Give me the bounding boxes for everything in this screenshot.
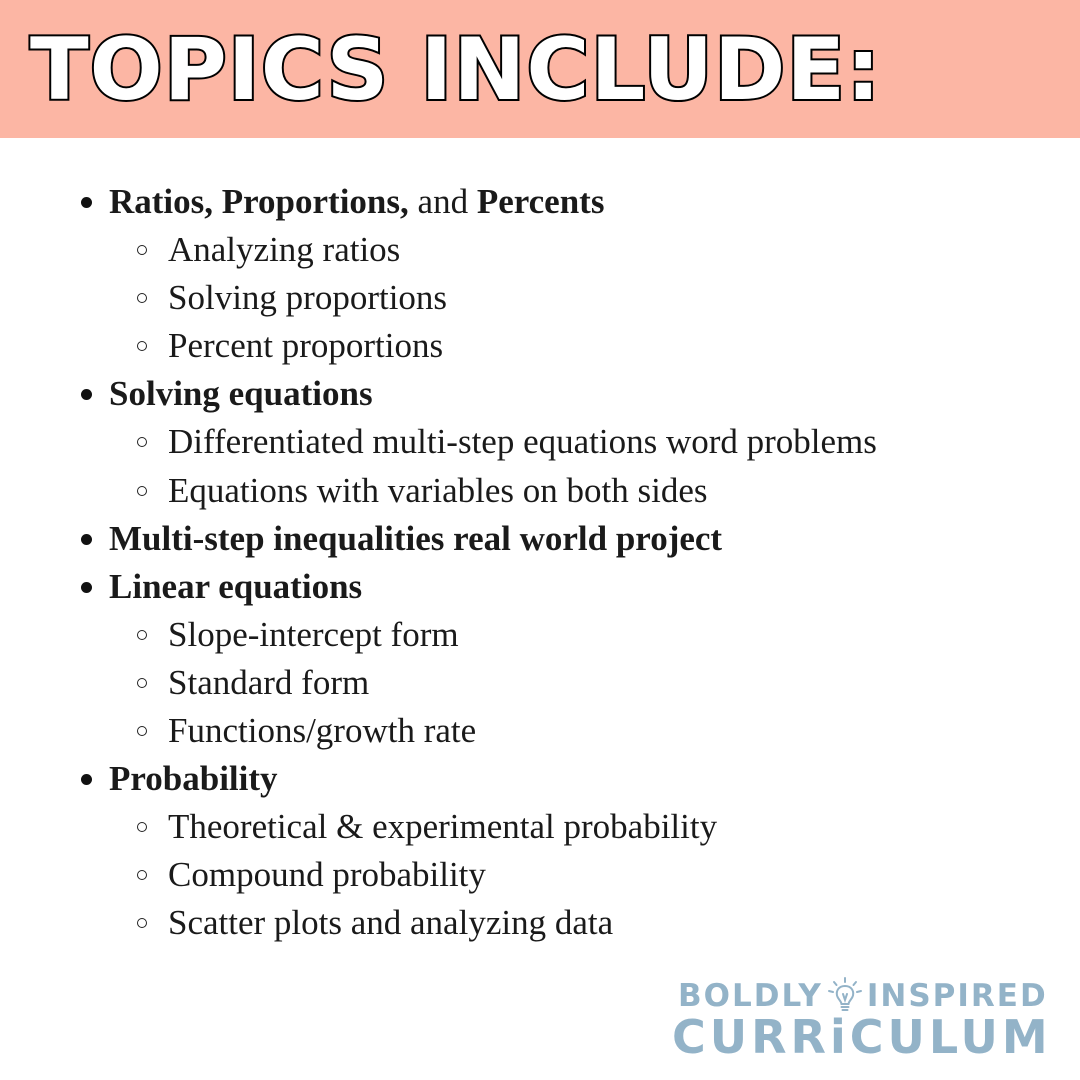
logo-word-curriculum: CURRiCULUM (672, 1010, 1052, 1064)
subtopic-item (0, 611, 1080, 659)
subtopic-item (0, 851, 1080, 899)
subtopic-label: Equations with variables on both sides (168, 470, 708, 510)
subtopic-item (0, 659, 1080, 707)
subtopic-item (0, 803, 1080, 851)
logo-word-boldly: BOLDLY (678, 978, 823, 1014)
topic-label-connector: and (408, 182, 477, 221)
topic-label-bold: Solving equations (109, 374, 373, 414)
bullet-disc-icon (81, 389, 92, 400)
subtopic-label: Analyzing ratios (168, 230, 401, 270)
bullet-disc-icon (81, 534, 92, 545)
bullet-disc-icon (81, 582, 92, 593)
subtopic-item (0, 707, 1080, 755)
bullet-circle-icon (137, 870, 147, 880)
bullet-circle-icon (137, 678, 147, 688)
topic-label-bold: Multi-step inequalities real world project (109, 518, 723, 558)
brand-logo (672, 975, 1052, 1064)
subtopic-item (0, 467, 1080, 515)
subtopic-label: Standard form (168, 662, 370, 702)
topic-label-bold: Probability (109, 759, 278, 799)
subtopic-item (0, 322, 1080, 370)
subtopic-label: Scatter plots and analyzing data (168, 903, 614, 943)
subtopic-label: Differentiated multi-step equations word problems (168, 422, 877, 462)
subtopic-item (0, 418, 1080, 466)
topic-label-bold: Percents (476, 182, 605, 221)
bullet-circle-icon (137, 437, 147, 447)
subtopic-label: Theoretical & experimental probability (168, 807, 718, 847)
bullet-circle-icon (137, 630, 147, 640)
header-band (0, 0, 1080, 138)
subtopic-label: Functions/growth rate (168, 711, 477, 751)
topic-item (0, 370, 1080, 418)
topic-item (0, 178, 1080, 226)
bullet-circle-icon (137, 486, 147, 496)
bullet-circle-icon (137, 341, 147, 351)
bullet-circle-icon (137, 293, 147, 303)
subtopic-label: Solving proportions (168, 278, 448, 318)
subtopic-item (0, 226, 1080, 274)
bullet-circle-icon (137, 918, 147, 928)
subtopic-label: Compound probability (168, 855, 486, 895)
logo-word-inspired: INSPIRED (866, 978, 1048, 1014)
bullet-circle-icon (137, 726, 147, 736)
bullet-disc-icon (81, 197, 92, 208)
topic-item (0, 515, 1080, 563)
topic-item (0, 755, 1080, 803)
bullet-disc-icon (81, 774, 92, 785)
topic-label-bold: Linear equations (109, 566, 363, 606)
subtopic-label: Slope-intercept form (168, 614, 459, 654)
page-title: TOPICS INCLUDE: (30, 20, 882, 120)
bullet-circle-icon (137, 822, 147, 832)
subtopic-item (0, 274, 1080, 322)
topic-label-bold: Ratios, Proportions, (109, 182, 409, 221)
bullet-circle-icon (137, 245, 147, 255)
topics-list (0, 178, 1080, 948)
subtopic-label: Percent proportions (168, 326, 444, 366)
subtopic-item (0, 899, 1080, 947)
topic-item (0, 563, 1080, 611)
